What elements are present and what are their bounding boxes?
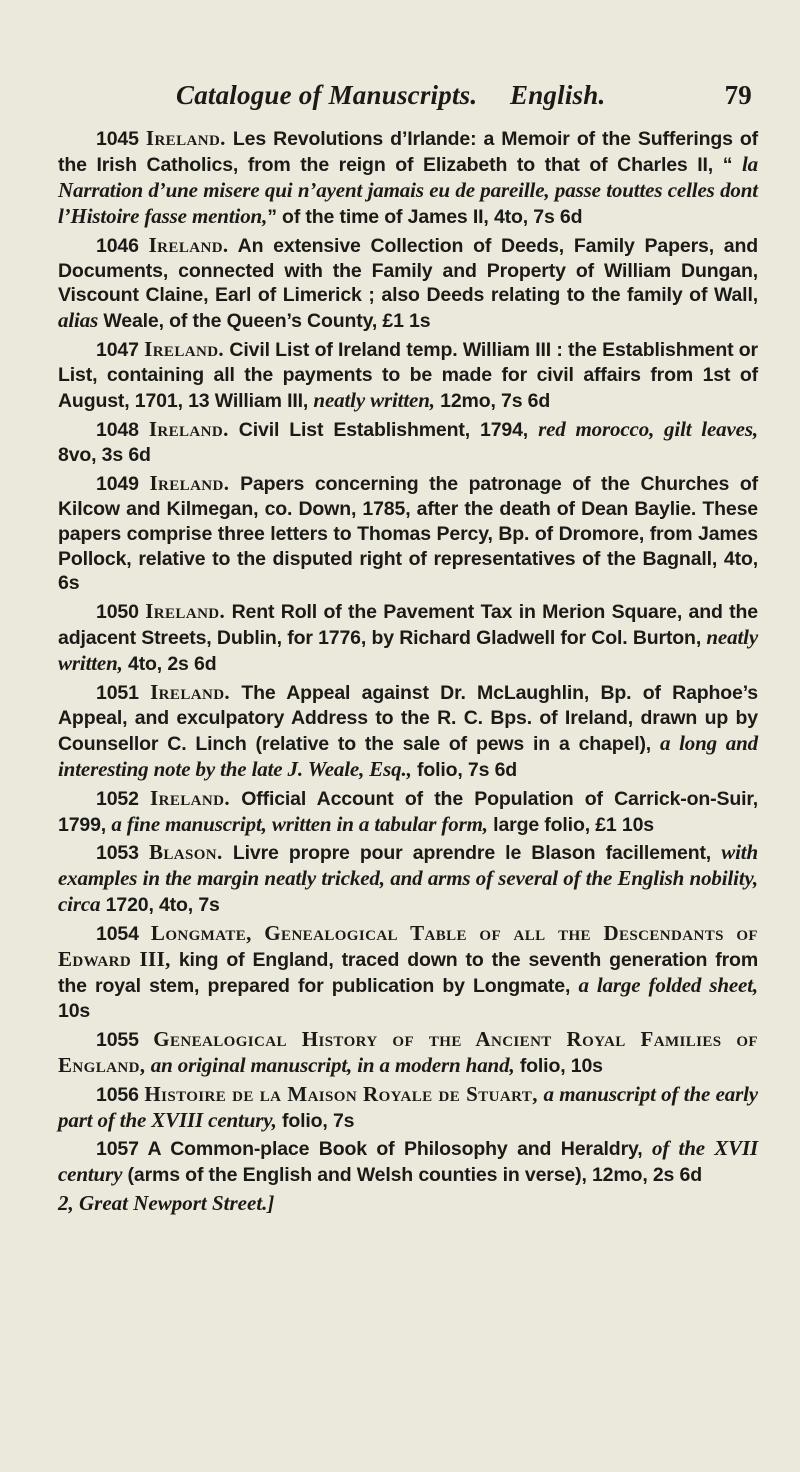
entry-text: Weale, of the Queen’s County, £1 1s: [98, 310, 431, 333]
entry-heading: Longmate, Genealogical Table of all the Descendants of Edward III,: [58, 921, 758, 972]
entry-italic-text: with examples in the margin neatly tricked, and arms of several of the English nobility, circa: [58, 840, 758, 917]
entry-number: 1045: [96, 128, 139, 150]
entry-italic-text: neatly written,: [313, 388, 435, 413]
catalogue-entry: [58, 471, 758, 597]
entry-text: ” of the time of James II, 4to, 7s 6d: [267, 205, 583, 228]
entry-italic-text: a fine manuscript, written in a tabular form,: [111, 811, 488, 836]
entry-heading: Histoire de la Maison Royale de Stuart,: [144, 1081, 538, 1106]
entry-heading: Ireland.: [150, 680, 231, 705]
entry-text: king of England, traced down to the seventh generation from the royal stem, prepared for publication by Longmate,: [58, 949, 759, 997]
running-title: Catalogue of Manuscripts.: [176, 80, 478, 110]
catalogue-entry: [58, 599, 758, 677]
catalogue-entry: [58, 233, 758, 335]
entry-heading: Blason.: [148, 840, 223, 865]
entry-number: 1048: [96, 418, 139, 441]
catalogue-entry: [58, 1136, 758, 1188]
entry-italic-text: la Narration d’une misere qui n’ayent jamais eu de pareille, passe touttes celles dont l’Histoire fasse mention,: [58, 151, 758, 228]
entry-heading: Ireland.: [144, 337, 225, 362]
catalogue-entries: [58, 126, 758, 1188]
entry-text: Civil List of Ireland temp. William III : the Establishment or List, containing all the payments to be made for civil affairs from 1st of August, 1701, 13 William III,: [58, 339, 758, 413]
entry-italic-text: a manuscript of the early part of the XVIII century,: [58, 1081, 758, 1132]
entry-number: 1049: [96, 472, 139, 495]
entry-text: A Common-place Book of Philosophy and Heraldry,: [147, 1138, 653, 1161]
entry-italic-text: red morocco, gilt leaves,: [538, 416, 758, 441]
entry-italic-text: alias: [58, 308, 99, 333]
running-head: [58, 80, 758, 120]
entry-text: 1720, 4to, 7s: [100, 894, 220, 917]
entry-number: 1053: [96, 842, 139, 865]
catalogue-entry: [58, 417, 758, 468]
entry-text: Official Account of the Population of Carrick-on-Suir, 1799,: [58, 787, 758, 836]
entry-text: Rent Roll of the Pavement Tax in Merion Square, and the adjacent Streets, Dublin, for 1776, by Richard Gladwell for Col. Burton,: [58, 601, 758, 650]
entry-text: Civil List Establishment, 1794,: [228, 418, 539, 441]
entry-text: 4to, 2s 6d: [122, 653, 217, 676]
entry-text: folio, 7s 6d: [411, 758, 518, 781]
catalogue-page: [58, 80, 758, 1216]
entry-number: 1054: [96, 923, 139, 946]
entry-italic-text: a long and interesting note by the late J. Weale, Esq.,: [58, 730, 758, 781]
catalogue-entry: [58, 1027, 758, 1079]
entry-number: 1057: [96, 1138, 139, 1161]
imprint-line: 2, Great Newport Street.]: [58, 1191, 275, 1216]
entry-italic-text: a large folded sheet,: [578, 973, 758, 997]
entry-text: 10s: [58, 999, 91, 1022]
entry-number: 1050: [96, 601, 139, 624]
entry-italic-text: an original manuscript, in a modern hand,: [150, 1052, 515, 1077]
catalogue-entry: [58, 840, 758, 918]
entry-text: Papers concerning the patronage of the Churches of Kilcow and Kilmegan, co. Down, 1785, after the death of Dean Baylie. These papers comprise three letters to Thomas Percy, Bp. of Dromore, from James Pollock, relative to the disputed right of representatives of the Bagnall, 4to, 6s: [58, 472, 758, 595]
entry-text: 12mo, 7s 6d: [434, 390, 551, 413]
entry-number: 1051: [96, 682, 139, 705]
entry-heading: Ireland.: [148, 416, 229, 441]
entry-number: 1055: [96, 1028, 139, 1051]
entry-text: Les Revolutions d’Irlande: a Memoir of the Sufferings of the Irish Catholics, from the reign of Elizabeth to that of Charles II, “: [58, 128, 758, 176]
page-number: 79: [724, 80, 752, 110]
catalogue-entry: [58, 126, 758, 230]
entry-text: An extensive Collection of Deeds, Family Papers, and Documents, connected with the Family and Property of William Dungan, Viscount Claine, Earl of Limerick ; also Deeds relating to the family of Wall,: [58, 234, 759, 307]
entry-text: large folio, £1 10s: [487, 813, 654, 836]
entry-italic-text: neatly written,: [58, 625, 758, 676]
entry-heading: Ireland.: [145, 126, 226, 150]
catalogue-entry: [58, 680, 758, 783]
entry-heading: Ireland.: [150, 785, 230, 810]
catalogue-entry: [58, 921, 758, 1024]
entry-text: folio, 10s: [514, 1054, 603, 1077]
entry-text: folio, 7s: [276, 1109, 355, 1132]
entry-heading: Ireland.: [148, 232, 229, 257]
entry-number: 1052: [96, 787, 139, 810]
catalogue-entry: [58, 337, 758, 414]
entry-text: The Appeal against Dr. McLaughlin, Bp. of Raphoe’s Appeal, and exculpatory Address to the R. C. Bps. of Ireland, drawn up by Counsellor C. Linch (relative to the sale of pews in a chapel),: [58, 682, 758, 755]
entry-heading: Ireland.: [145, 599, 226, 624]
entry-text: Livre propre pour aprendre le Blason facillement,: [222, 842, 722, 865]
entry-heading: Ireland.: [149, 470, 230, 495]
entry-number: 1046: [96, 234, 139, 257]
entry-italic-text: of the XVII century: [58, 1136, 758, 1187]
entry-text: 8vo, 3s 6d: [58, 443, 151, 466]
entry-number: 1056: [96, 1083, 139, 1106]
catalogue-entry: [58, 786, 758, 838]
entry-text: (arms of the English and Welsh counties in verse), 12mo, 2s 6d: [122, 1164, 702, 1187]
entry-heading: Genealogical History of the Ancient Royal Families of England,: [58, 1026, 758, 1077]
catalogue-entry: [58, 1082, 758, 1134]
section-label: English.: [510, 80, 606, 110]
entry-number: 1047: [96, 339, 139, 362]
